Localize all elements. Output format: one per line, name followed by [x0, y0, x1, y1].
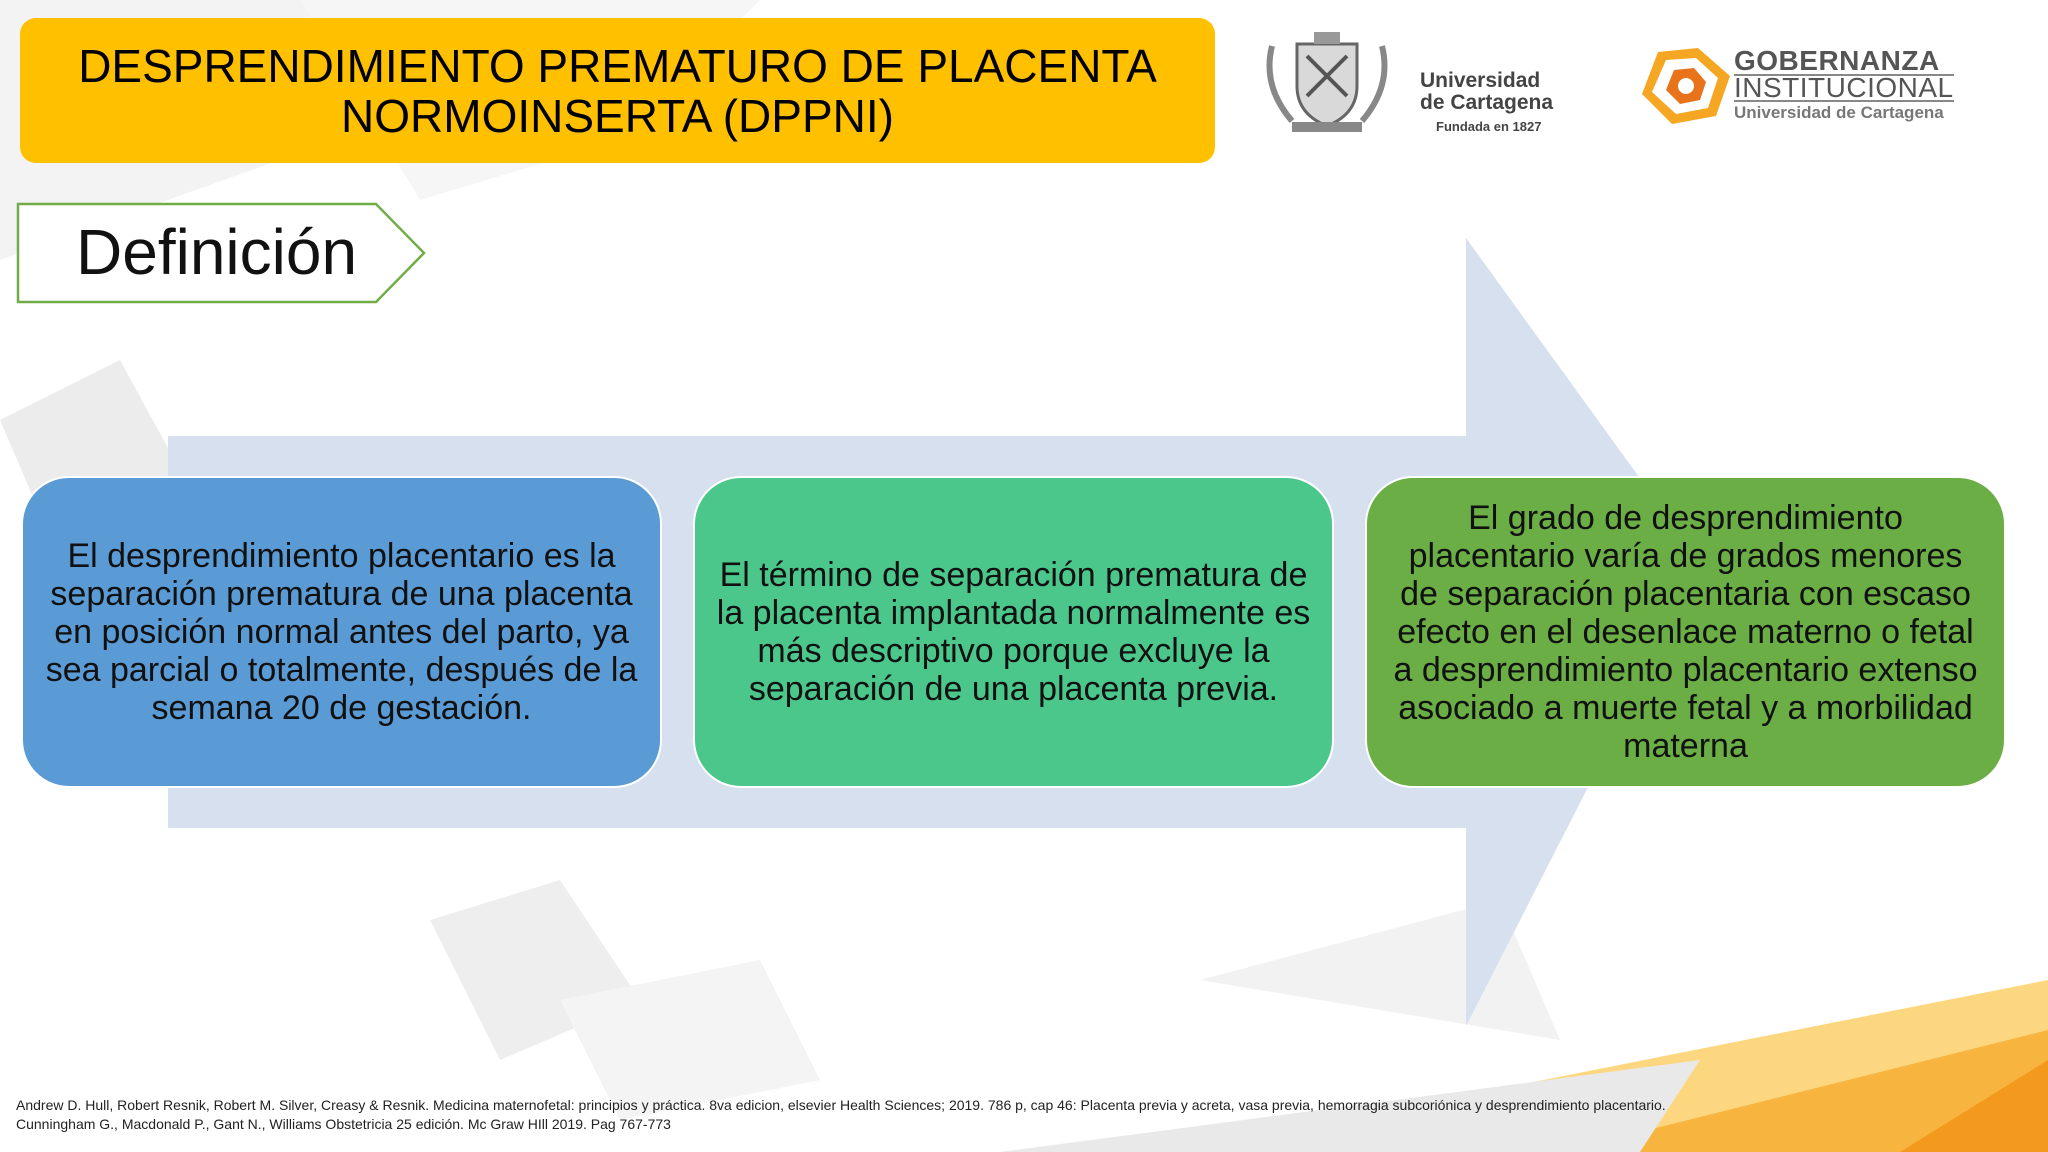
udc-line-2: de Cartagena [1420, 91, 1554, 114]
definition-box-3 [1365, 476, 2006, 788]
reference-2: Cunningham G., Macdonald P., Gant N., Williams Obstetricia 25 edición. Mc Graw HIll 2019. Pag 767-773 [16, 1116, 671, 1132]
reference-1: Andrew D. Hull, Robert Resnik, Robert M. Silver, Creasy & Resnik. Medicina maternofetal: principios y práctica. 8va edicion, elsevier Health Sciences; 2019. 786 p, cap 46: Placenta previa y acreta, vasa previa, hemorragia subcoriónica y desprendimiento placentario. [16, 1097, 1666, 1113]
udc-line-1: Universidad [1420, 69, 1541, 92]
references [16, 1096, 1666, 1134]
definition-box-3-text: El grado de desprendimiento placentario varía de grados menores de separación placentaria con escaso efecto en el desenlace materno o fetal a desprendimiento placentario extenso asociado a muerte fetal y a morbilidad materna [1393, 499, 1978, 765]
section-label: Definición [76, 216, 358, 288]
title-line-2: NORMOINSERTA (DPPNI) [341, 89, 894, 142]
slide-title [20, 18, 1215, 163]
definition-box-1-text: El desprendimiento placentario es la separación prematura de una placenta en posición normal antes del parto, ya sea parcial o totalmente, después de la semana 20 de gestación. [45, 537, 638, 727]
gobernanza-wordmark [1734, 45, 1954, 124]
gobernanza-line-3: Universidad de Cartagena [1734, 103, 1944, 122]
definition-box-2-text: El término de separación prematura de la placenta implantada normalmente es más descriptivo porque excluye la separación de una placenta previa. [716, 556, 1311, 708]
title-line-1: DESPRENDIMIENTO PREMATURO DE PLACENTA [78, 39, 1157, 92]
udc-wordmark [1420, 70, 1553, 138]
definition-box-2 [693, 476, 1334, 788]
definition-box-1 [21, 476, 662, 788]
gobernanza-line-1: GOBERNANZA [1734, 45, 1940, 76]
gobernanza-line-2: INSTITUCIONAL [1734, 72, 1954, 103]
udc-line-3: Fundada en 1827 [1436, 119, 1542, 134]
gobernanza-logo-icon [1636, 46, 1736, 126]
udc-crest-icon [1252, 26, 1402, 136]
